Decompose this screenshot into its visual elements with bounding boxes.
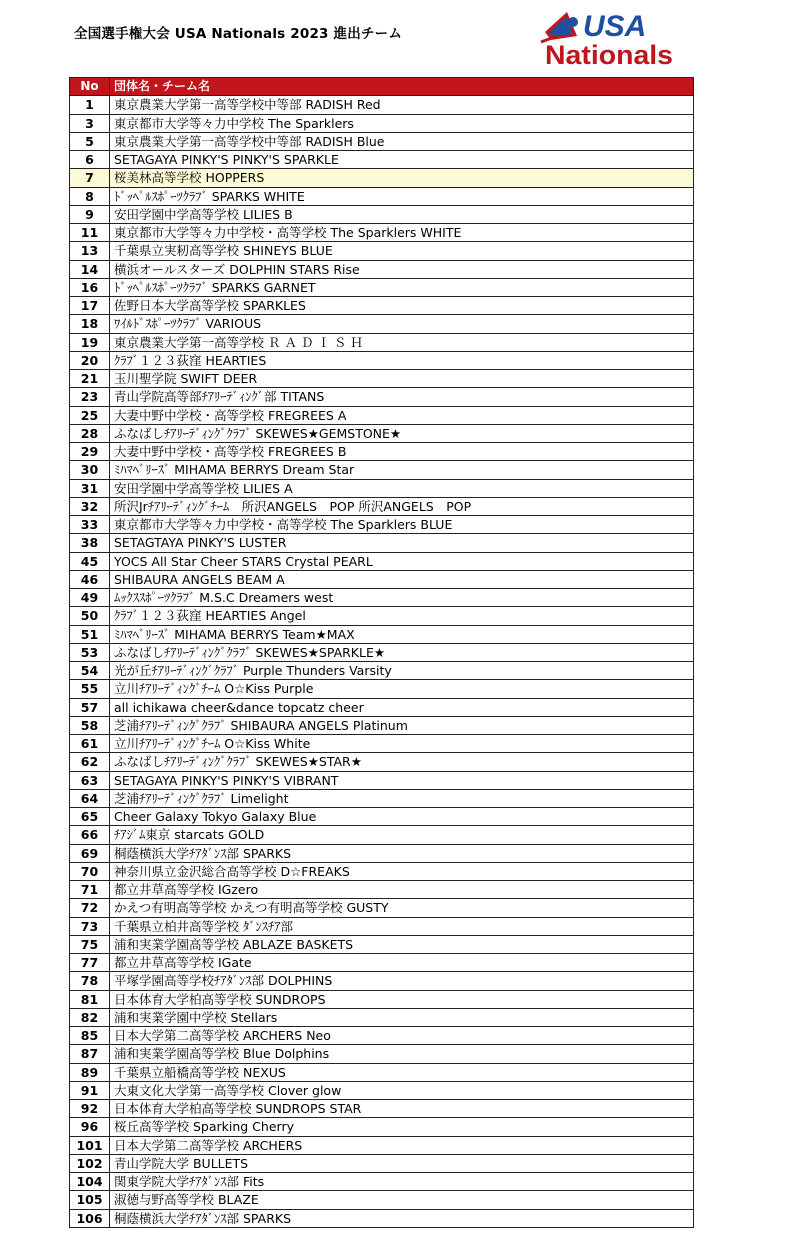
team-number: 51 [70, 625, 110, 643]
column-header-no: No [70, 78, 110, 96]
team-name: 東京農業大学第一高等学校中等部 RADISH Red [110, 96, 694, 114]
team-number: 69 [70, 844, 110, 862]
team-name: 日本体育大学柏高等学校 SUNDROPS [110, 990, 694, 1008]
team-number: 62 [70, 753, 110, 771]
team-name: 東京農業大学第一高等学校 Ｒ Ａ Ｄ Ｉ Ｓ Ｈ [110, 333, 694, 351]
team-number: 13 [70, 242, 110, 260]
table-row [70, 552, 694, 570]
team-name: 浦和実業学園高等学校 Blue Dolphins [110, 1045, 694, 1063]
table-row [70, 1154, 694, 1172]
table-row [70, 516, 694, 534]
logo-line-2: Nationals [545, 40, 673, 70]
table-row [70, 990, 694, 1008]
table-row [70, 1209, 694, 1227]
table-header-row [70, 78, 694, 96]
table-row [70, 1081, 694, 1099]
team-name: 芝浦ﾁｱﾘｰﾃﾞｨﾝｸﾞｸﾗﾌﾞ Limelight [110, 789, 694, 807]
table-row [70, 881, 694, 899]
table-row [70, 716, 694, 734]
table-row [70, 771, 694, 789]
team-number: 57 [70, 698, 110, 716]
team-number: 18 [70, 315, 110, 333]
table-row [70, 260, 694, 278]
page-title: 全国選手権大会 USA Nationals 2023 進出チーム [74, 26, 403, 42]
table-row [70, 443, 694, 461]
table-row [70, 917, 694, 935]
team-name: ｸﾗﾌﾞ１２３荻窪 HEARTIES [110, 351, 694, 369]
team-number: 87 [70, 1045, 110, 1063]
team-name: ｸﾗﾌﾞ１２３荻窪 HEARTIES Angel [110, 607, 694, 625]
team-name: SETAGAYA PINKY'S PINKY'S VIBRANT [110, 771, 694, 789]
team-name: 安田学園中学高等学校 LILIES A [110, 479, 694, 497]
team-number: 81 [70, 990, 110, 1008]
table-row [70, 151, 694, 169]
table-row [70, 132, 694, 150]
table-row [70, 1136, 694, 1154]
team-name: 桜丘高等学校 Sparking Cherry [110, 1118, 694, 1136]
table-row [70, 1118, 694, 1136]
team-name: YOCS All Star Cheer STARS Crystal PEARL [110, 552, 694, 570]
table-row [70, 169, 694, 187]
team-number: 23 [70, 388, 110, 406]
team-number: 38 [70, 534, 110, 552]
table-row [70, 370, 694, 388]
team-name: ふなばしﾁｱﾘｰﾃﾞｨﾝｸﾞｸﾗﾌﾞ SKEWES★SPARKLE★ [110, 643, 694, 661]
team-name: ﾄﾞｯﾍﾟﾙｽﾎﾟｰﾂｸﾗﾌﾞ SPARKS WHITE [110, 187, 694, 205]
table-row [70, 242, 694, 260]
table-row [70, 643, 694, 661]
table-row [70, 96, 694, 114]
table-row [70, 570, 694, 588]
table-row [70, 607, 694, 625]
table-row [70, 1063, 694, 1081]
team-number: 28 [70, 424, 110, 442]
team-name: SHIBAURA ANGELS BEAM A [110, 570, 694, 588]
team-number: 50 [70, 607, 110, 625]
team-name: 日本大学第二高等学校 ARCHERS [110, 1136, 694, 1154]
table-row [70, 826, 694, 844]
team-number: 21 [70, 370, 110, 388]
team-number: 96 [70, 1118, 110, 1136]
team-name: 東京都市大学等々力中学校・高等学校 The Sparklers WHITE [110, 224, 694, 242]
team-name: 青山学院大学 BULLETS [110, 1154, 694, 1172]
team-number: 9 [70, 205, 110, 223]
team-name: all ichikawa cheer&dance topcatz cheer [110, 698, 694, 716]
table-row [70, 844, 694, 862]
team-number: 82 [70, 1008, 110, 1026]
team-number: 29 [70, 443, 110, 461]
team-number: 17 [70, 297, 110, 315]
team-name: 桜美林高等学校 HOPPERS [110, 169, 694, 187]
team-name: SETAGAYA PINKY'S PINKY'S SPARKLE [110, 151, 694, 169]
table-row [70, 205, 694, 223]
team-name: 淑徳与野高等学校 BLAZE [110, 1191, 694, 1209]
team-number: 8 [70, 187, 110, 205]
table-row [70, 479, 694, 497]
team-name: 都立井草高等学校 IGzero [110, 881, 694, 899]
team-name: 日本大学第二高等学校 ARCHERS Neo [110, 1027, 694, 1045]
team-number: 31 [70, 479, 110, 497]
usa-nationals-logo [537, 6, 677, 70]
team-name: ふなばしﾁｱﾘｰﾃﾞｨﾝｸﾞｸﾗﾌﾞ SKEWES★STAR★ [110, 753, 694, 771]
table-row [70, 1191, 694, 1209]
team-number: 72 [70, 899, 110, 917]
team-number: 75 [70, 935, 110, 953]
table-row [70, 935, 694, 953]
team-name: 東京都市大学等々力中学校 The Sparklers [110, 114, 694, 132]
table-row [70, 497, 694, 515]
team-number: 106 [70, 1209, 110, 1227]
team-name: 芝浦ﾁｱﾘｰﾃﾞｨﾝｸﾞｸﾗﾌﾞ SHIBAURA ANGELS Platinum [110, 716, 694, 734]
table-row [70, 735, 694, 753]
team-number: 101 [70, 1136, 110, 1154]
team-name: 安田学園中学高等学校 LILIES B [110, 205, 694, 223]
team-number: 104 [70, 1173, 110, 1191]
team-number: 11 [70, 224, 110, 242]
team-name: 神奈川県立金沢総合高等学校 D☆FREAKS [110, 862, 694, 880]
table-row [70, 1100, 694, 1118]
team-number: 6 [70, 151, 110, 169]
team-name: 平塚学園高等学校ﾁｱﾀﾞﾝｽ部 DOLPHINS [110, 972, 694, 990]
table-row [70, 187, 694, 205]
table-row [70, 753, 694, 771]
team-number: 45 [70, 552, 110, 570]
team-number: 16 [70, 278, 110, 296]
team-name: ﾁｱｼﾞﾑ東京 starcats GOLD [110, 826, 694, 844]
column-header-team-name: 団体名・チーム名 [110, 78, 694, 96]
team-name: 大妻中野中学校・高等学校 FREGREES A [110, 406, 694, 424]
table-row [70, 224, 694, 242]
team-name: 桐蔭横浜大学ﾁｱﾀﾞﾝｽ部 SPARKS [110, 1209, 694, 1227]
team-number: 55 [70, 680, 110, 698]
table-row [70, 808, 694, 826]
team-number: 73 [70, 917, 110, 935]
team-number: 19 [70, 333, 110, 351]
team-name: ﾐﾊﾏﾍﾞﾘｰｽﾞ MIHAMA BERRYS Team★MAX [110, 625, 694, 643]
team-name: 関東学院大学ﾁｱﾀﾞﾝｽ部 Fits [110, 1173, 694, 1191]
team-name: 横浜オールスターズ DOLPHIN STARS Rise [110, 260, 694, 278]
table-row [70, 388, 694, 406]
logo-line-1: USA [583, 10, 647, 43]
team-name: 東京都市大学等々力中学校・高等学校 The Sparklers BLUE [110, 516, 694, 534]
team-name: 千葉県立実籾高等学校 SHINEYS BLUE [110, 242, 694, 260]
team-number: 25 [70, 406, 110, 424]
table-row [70, 461, 694, 479]
team-number: 70 [70, 862, 110, 880]
team-number: 49 [70, 589, 110, 607]
team-number: 66 [70, 826, 110, 844]
team-name: 大妻中野中学校・高等学校 FREGREES B [110, 443, 694, 461]
table-row [70, 954, 694, 972]
team-number: 32 [70, 497, 110, 515]
table-row [70, 1008, 694, 1026]
megaphone-icon [541, 12, 578, 42]
team-name: 浦和実業学園中学校 Stellars [110, 1008, 694, 1026]
table-row [70, 315, 694, 333]
team-number: 92 [70, 1100, 110, 1118]
team-number: 33 [70, 516, 110, 534]
team-number: 85 [70, 1027, 110, 1045]
team-name: 立川ﾁｱﾘｰﾃﾞｨﾝｸﾞﾁｰﾑ O☆Kiss White [110, 735, 694, 753]
team-number: 20 [70, 351, 110, 369]
team-name: ﾐﾊﾏﾍﾞﾘｰｽﾞ MIHAMA BERRYS Dream Star [110, 461, 694, 479]
team-rows [70, 96, 694, 1228]
team-name: 大東文化大学第一高等学校 Clover glow [110, 1081, 694, 1099]
team-name: 浦和実業学園高等学校 ABLAZE BASKETS [110, 935, 694, 953]
table-row [70, 333, 694, 351]
team-name: 所沢Jrﾁｱﾘｰﾃﾞｨﾝｸﾞﾁｰﾑ 所沢ANGELS POP 所沢ANGELS POP [110, 497, 694, 515]
table-row [70, 114, 694, 132]
team-name: 光が丘ﾁｱﾘｰﾃﾞｨﾝｸﾞｸﾗﾌﾞ Purple Thunders Varsity [110, 662, 694, 680]
team-name: Cheer Galaxy Tokyo Galaxy Blue [110, 808, 694, 826]
table-row [70, 1027, 694, 1045]
table-row [70, 297, 694, 315]
table-row [70, 698, 694, 716]
team-number: 89 [70, 1063, 110, 1081]
team-name: SETAGTAYA PINKY'S LUSTER [110, 534, 694, 552]
team-name: 千葉県立船橋高等学校 NEXUS [110, 1063, 694, 1081]
team-number: 102 [70, 1154, 110, 1172]
team-name: ﾄﾞｯﾍﾟﾙｽﾎﾟｰﾂｸﾗﾌﾞ SPARKS GARNET [110, 278, 694, 296]
team-number: 54 [70, 662, 110, 680]
team-name: ﾜｲﾙﾄﾞｽﾎﾟｰﾂｸﾗﾌﾞ VARIOUS [110, 315, 694, 333]
team-name: 都立井草高等学校 IGate [110, 954, 694, 972]
table-row [70, 972, 694, 990]
team-number: 5 [70, 132, 110, 150]
team-number: 77 [70, 954, 110, 972]
table-row [70, 278, 694, 296]
table-row [70, 789, 694, 807]
team-number: 30 [70, 461, 110, 479]
team-number: 1 [70, 96, 110, 114]
team-number: 3 [70, 114, 110, 132]
team-number: 46 [70, 570, 110, 588]
table-row [70, 862, 694, 880]
team-name: 玉川聖学院 SWIFT DEER [110, 370, 694, 388]
team-number: 65 [70, 808, 110, 826]
team-name: 千葉県立柏井高等学校 ﾀﾞﾝｽﾁｱ部 [110, 917, 694, 935]
table-row [70, 1173, 694, 1191]
team-table [69, 77, 694, 1228]
team-number: 71 [70, 881, 110, 899]
table-row [70, 625, 694, 643]
team-name: ふなばしﾁｱﾘｰﾃﾞｨﾝｸﾞｸﾗﾌﾞ SKEWES★GEMSTONE★ [110, 424, 694, 442]
table-row [70, 351, 694, 369]
team-name: 佐野日本大学高等学校 SPARKLES [110, 297, 694, 315]
table-row [70, 662, 694, 680]
team-number: 53 [70, 643, 110, 661]
team-number: 61 [70, 735, 110, 753]
team-number: 14 [70, 260, 110, 278]
team-number: 58 [70, 716, 110, 734]
team-name: 立川ﾁｱﾘｰﾃﾞｨﾝｸﾞﾁｰﾑ O☆Kiss Purple [110, 680, 694, 698]
team-number: 64 [70, 789, 110, 807]
table-row [70, 534, 694, 552]
table-row [70, 1045, 694, 1063]
table-row [70, 406, 694, 424]
table-row [70, 424, 694, 442]
team-number: 91 [70, 1081, 110, 1099]
team-name: 桐蔭横浜大学ﾁｱﾀﾞﾝｽ部 SPARKS [110, 844, 694, 862]
team-name: 青山学院高等部ﾁｱﾘｰﾃﾞｨﾝｸﾞ部 TITANS [110, 388, 694, 406]
team-name: 東京農業大学第一高等学校中等部 RADISH Blue [110, 132, 694, 150]
team-number: 105 [70, 1191, 110, 1209]
team-name: 日本体育大学柏高等学校 SUNDROPS STAR [110, 1100, 694, 1118]
team-number: 7 [70, 169, 110, 187]
team-number: 78 [70, 972, 110, 990]
table-row [70, 589, 694, 607]
table-row [70, 680, 694, 698]
team-name: ﾑｯｸｽｽﾎﾟｰﾂｸﾗﾌﾞ M.S.C Dreamers west [110, 589, 694, 607]
team-number: 63 [70, 771, 110, 789]
table-row [70, 899, 694, 917]
team-name: かえつ有明高等学校 かえつ有明高等学校 GUSTY [110, 899, 694, 917]
